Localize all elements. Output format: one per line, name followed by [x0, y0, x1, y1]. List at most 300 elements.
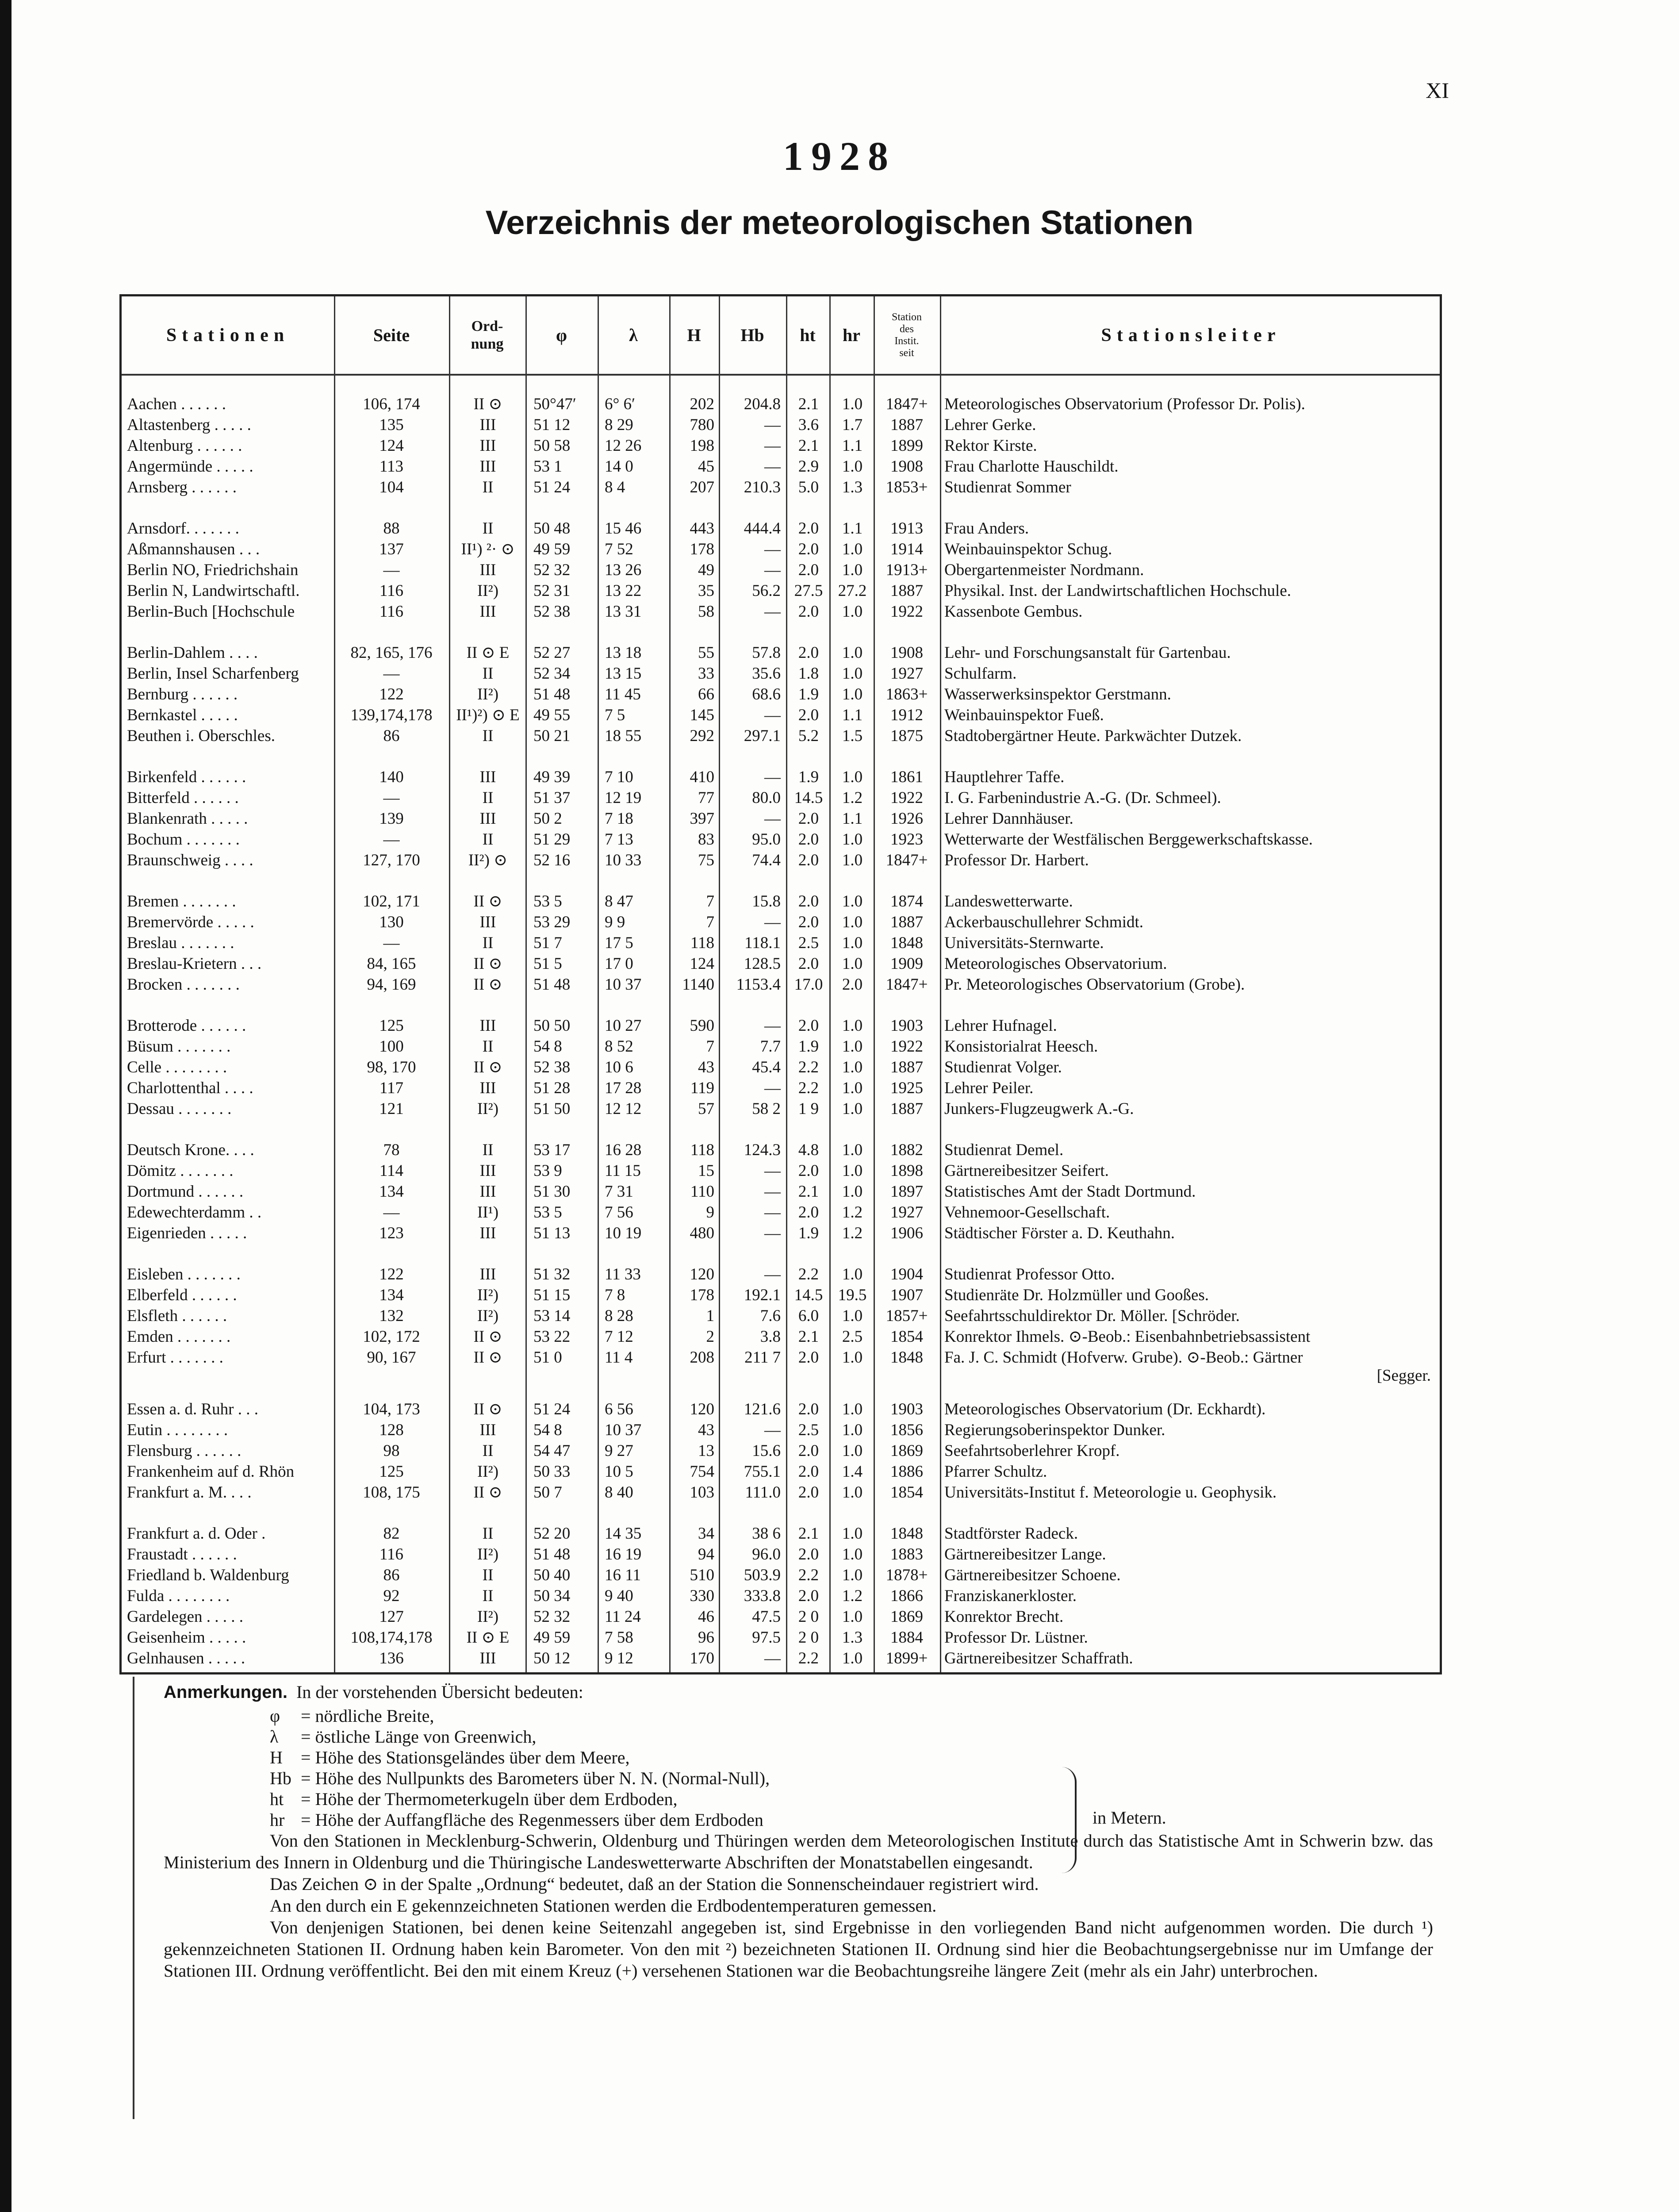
hb-cell: 1153.4 [736, 975, 781, 994]
latitude-cell: 52 32 [533, 1608, 571, 1626]
group-spacer [122, 622, 1440, 642]
station-name: Eutin . . . . . . . . [127, 1421, 228, 1439]
header-seit-line4: seit [899, 347, 914, 359]
seite-cell: 127 [379, 1608, 404, 1626]
seite-cell: 122 [379, 685, 404, 703]
hr-cell: 1.7 [842, 416, 863, 434]
longitude-cell: 11 15 [605, 1162, 641, 1180]
longitude-cell: 9 12 [605, 1649, 633, 1667]
seit-cell: 1922 [890, 1037, 923, 1056]
group-spacer [122, 1119, 1440, 1140]
hb-cell: 121.6 [744, 1400, 781, 1418]
seit-cell: 1847+ [886, 395, 928, 413]
h-cell: 33 [698, 664, 714, 683]
ordnung-cell: III [479, 913, 496, 931]
longitude-cell: 13 22 [605, 582, 642, 600]
hb-cell: — [764, 706, 781, 724]
ht-cell: 2.5 [798, 1421, 819, 1439]
legend-item [270, 1809, 1433, 1830]
ordnung-cell: II ⊙ E [466, 644, 510, 662]
hr-cell: 1.0 [842, 851, 863, 869]
seit-cell: 1854 [890, 1328, 923, 1346]
note-paragraph: Das Zeichen ⊙ in der Spalte „Ordnung“ bedeutet, daß an der Station die Sonnenscheindauer registriert wird. [270, 1874, 1039, 1894]
latitude-cell: 51 13 [533, 1224, 571, 1242]
leiter-cell: Studienräte Dr. Holzmüller und Gooßes. [944, 1286, 1209, 1304]
ordnung-cell: III [479, 810, 496, 828]
header-divider [122, 374, 1440, 376]
page-title: Verzeichnis der meteorologischen Stationen [485, 204, 1194, 242]
table-row [122, 787, 1440, 808]
hr-cell: 1.2 [842, 789, 863, 807]
seit-cell: 1863+ [886, 685, 928, 703]
seit-cell: 1923 [890, 830, 923, 849]
ht-cell: 14.5 [794, 789, 823, 807]
station-name: Birkenfeld . . . . . . [127, 768, 246, 786]
latitude-cell: 51 37 [533, 789, 571, 807]
ordnung-cell: II²) [477, 1286, 499, 1304]
ht-cell: 2.0 [798, 913, 819, 931]
latitude-cell: 52 31 [533, 582, 571, 600]
ht-cell: 2.0 [798, 892, 819, 910]
header-hb: Hb [740, 325, 764, 345]
hb-cell: — [764, 768, 781, 786]
hr-cell: 1.0 [842, 603, 863, 621]
ordnung-cell: II [482, 478, 494, 496]
h-cell: 510 [690, 1566, 714, 1584]
station-name: Emden . . . . . . . [127, 1328, 231, 1346]
hb-cell: 35.6 [752, 664, 781, 683]
ordnung-cell: II [482, 1525, 494, 1543]
hb-cell: — [764, 1079, 781, 1097]
hr-cell: 19.5 [838, 1286, 867, 1304]
ordnung-cell: III [479, 1421, 496, 1439]
station-name: Altenburg . . . . . . [127, 437, 242, 455]
table-row [122, 1181, 1440, 1202]
longitude-cell: 10 5 [605, 1463, 633, 1481]
ht-cell: 1.9 [798, 768, 819, 786]
hb-cell: — [764, 603, 781, 621]
seite-cell: 82, 165, 176 [350, 644, 433, 662]
leiter-cell: Ackerbauschullehrer Schmidt. [944, 913, 1144, 931]
station-name: Berlin-Buch [Hochschule [127, 603, 295, 621]
table-row [122, 726, 1440, 746]
leiter-cell: Meteorologisches Observatorium (Dr. Eckhardt). [944, 1400, 1266, 1418]
table-row [122, 1057, 1440, 1078]
seit-cell: 1898 [890, 1162, 923, 1180]
table-row [122, 974, 1440, 995]
seite-cell: 125 [379, 1463, 404, 1481]
station-name: Büsum . . . . . . . [127, 1037, 231, 1056]
ht-cell: 2.1 [798, 395, 819, 413]
h-cell: 110 [690, 1183, 714, 1201]
seite-cell: 135 [379, 416, 404, 434]
longitude-cell: 8 47 [605, 892, 633, 910]
h-cell: 7 [706, 913, 714, 931]
leiter-cell: Pfarrer Schultz. [944, 1463, 1047, 1481]
seit-cell: 1908 [890, 457, 923, 476]
latitude-cell: 49 59 [533, 540, 571, 558]
h-cell: 7 [706, 892, 714, 910]
station-name: Elsfleth . . . . . . [127, 1307, 227, 1325]
leiter-cell: Professor Dr. Harbert. [944, 851, 1089, 869]
seit-cell: 1854 [890, 1483, 923, 1502]
hr-cell: 1.0 [842, 1421, 863, 1439]
seite-cell: 122 [379, 1265, 404, 1283]
hb-cell: 74.4 [752, 851, 781, 869]
longitude-cell: 13 15 [605, 664, 642, 683]
hb-cell: 7.7 [760, 1037, 781, 1056]
hb-cell: 503.9 [744, 1566, 781, 1584]
station-name: Brocken . . . . . . . [127, 975, 240, 994]
table-row [122, 415, 1440, 435]
ht-cell: 3.6 [798, 416, 819, 434]
hb-cell: — [764, 561, 781, 579]
hr-cell: 1.2 [842, 1587, 863, 1605]
table-row [122, 1627, 1440, 1648]
hb-cell: 68.6 [752, 685, 781, 703]
seit-cell: 1887 [890, 416, 923, 434]
table-row [122, 1347, 1440, 1368]
h-cell: 208 [690, 1348, 714, 1367]
latitude-cell: 51 32 [533, 1265, 571, 1283]
h-cell: 9 [706, 1203, 714, 1221]
leiter-cell: Gärtnereibesitzer Lange. [944, 1545, 1106, 1563]
longitude-cell: 9 40 [605, 1587, 633, 1605]
leiter-cell: Gärtnereibesitzer Schoene. [944, 1566, 1121, 1584]
ht-cell: 2.0 [798, 1442, 819, 1460]
table-row [122, 663, 1440, 684]
h-cell: 120 [690, 1400, 714, 1418]
hb-cell: 3.8 [760, 1328, 781, 1346]
legend-text: = Höhe der Thermometerkugeln über dem Erdboden, [301, 1789, 678, 1809]
ordnung-cell: II [482, 519, 494, 538]
longitude-cell: 10 37 [605, 1421, 642, 1439]
hb-cell: — [764, 437, 781, 455]
table-row [122, 933, 1440, 953]
leiter-cell: Konrektor Brecht. [944, 1608, 1064, 1626]
ordnung-cell: III [479, 1017, 496, 1035]
h-cell: 7 [706, 1037, 714, 1056]
legend-text: = nördliche Breite, [301, 1706, 434, 1726]
header-lambda: λ [629, 325, 638, 345]
seit-cell: 1861 [890, 768, 923, 786]
notes-section [164, 1681, 1433, 1982]
ht-cell: 2.0 [798, 561, 819, 579]
station-name: Frankenheim auf d. Rhön [127, 1463, 295, 1481]
station-name: Gardelegen . . . . . [127, 1608, 244, 1626]
legend-symbol: Hb [270, 1768, 291, 1788]
leiter-cell: Kassenbote Gembus. [944, 603, 1083, 621]
latitude-cell: 54 8 [533, 1421, 562, 1439]
ht-cell: 4.8 [798, 1141, 819, 1159]
h-cell: 119 [690, 1079, 714, 1097]
ordnung-cell: II ⊙ [473, 395, 502, 413]
scan-edge [0, 0, 12, 2212]
table-row [122, 684, 1440, 705]
leiter-cell: Fa. J. C. Schmidt (Hofverw. Grube). ⊙-Beob.: Gärtner [944, 1348, 1303, 1367]
ordnung-cell: III [479, 457, 496, 476]
latitude-cell: 52 34 [533, 664, 571, 683]
leiter-cell: Konrektor Ihmels. ⊙-Beob.: Eisenbahnbetriebsassistent [944, 1328, 1311, 1346]
legend-brace [1062, 1767, 1077, 1873]
hr-cell: 1.0 [842, 561, 863, 579]
hb-cell: 192.1 [744, 1286, 781, 1304]
hr-cell: 1.0 [842, 395, 863, 413]
station-name: Essen a. d. Ruhr . . . [127, 1400, 258, 1418]
ht-cell: 2.0 [798, 644, 819, 662]
leiter-cell: Weinbauinspektor Schug. [944, 540, 1112, 558]
leiter-cell: Wasserwerksinspektor Gerstmann. [944, 685, 1171, 703]
seite-cell: 113 [379, 457, 404, 476]
hb-cell: 38 6 [752, 1525, 781, 1543]
ordnung-cell: III [479, 768, 496, 786]
ordnung-cell: III [479, 1162, 496, 1180]
ordnung-cell: II [482, 1566, 494, 1584]
longitude-cell: 17 0 [605, 955, 633, 973]
hr-cell: 1.3 [842, 478, 863, 496]
hr-cell: 2.5 [842, 1328, 863, 1346]
hb-cell: — [764, 1017, 781, 1035]
leiter-cell: I. G. Farbenindustrie A.-G. (Dr. Schmeel). [944, 789, 1221, 807]
h-cell: 34 [698, 1525, 714, 1543]
seite-cell: 137 [379, 540, 404, 558]
leiter-cell: Franziskanerkloster. [944, 1587, 1077, 1605]
longitude-cell: 7 18 [605, 810, 633, 828]
seit-cell: 1887 [890, 1100, 923, 1118]
ordnung-cell: II [482, 934, 494, 952]
ht-cell: 2.0 [798, 1017, 819, 1035]
ht-cell: 1.8 [798, 664, 819, 683]
latitude-cell: 50 12 [533, 1649, 571, 1667]
ht-cell: 2.0 [798, 1162, 819, 1180]
header-ordnung [449, 296, 525, 374]
legend-text: = Höhe der Auffangfläche des Regenmessers über dem Erdboden [301, 1810, 763, 1830]
table-row [122, 1544, 1440, 1565]
ordnung-cell: II [482, 830, 494, 849]
ht-cell: 2.0 [798, 810, 819, 828]
leiter-cell: Konsistorialrat Heesch. [944, 1037, 1098, 1056]
seit-cell: 1875 [890, 727, 923, 745]
seite-cell: 121 [379, 1100, 404, 1118]
hb-cell: 210.3 [744, 478, 781, 496]
longitude-cell: 10 33 [605, 851, 642, 869]
station-name: Blankenrath . . . . . [127, 810, 248, 828]
ordnung-cell: III [479, 603, 496, 621]
hr-cell: 1.0 [842, 1058, 863, 1076]
seit-cell: 1927 [890, 1203, 923, 1221]
ht-cell: 2.1 [798, 437, 819, 455]
longitude-cell: 15 46 [605, 519, 642, 538]
year-heading: 1928 [783, 134, 896, 179]
table-row [122, 1482, 1440, 1503]
h-cell: 410 [690, 768, 714, 786]
longitude-cell: 8 52 [605, 1037, 633, 1056]
hr-cell: 1.0 [842, 685, 863, 703]
leiter-cell: Hauptlehrer Taffe. [944, 768, 1065, 786]
latitude-cell: 52 16 [533, 851, 571, 869]
h-cell: 2 [706, 1328, 714, 1346]
latitude-cell: 51 7 [533, 934, 562, 952]
latitude-cell: 51 48 [533, 975, 571, 994]
leiter-cell: Weinbauinspektor Fueß. [944, 706, 1104, 724]
hr-cell: 1.0 [842, 1348, 863, 1367]
hr-cell: 1.0 [842, 1162, 863, 1180]
ht-cell: 2.2 [798, 1058, 819, 1076]
seite-cell: 114 [379, 1162, 404, 1180]
longitude-cell: 11 24 [605, 1608, 641, 1626]
latitude-cell: 51 12 [533, 416, 571, 434]
ht-cell: 2.0 [798, 1463, 819, 1481]
ht-cell: 2.2 [798, 1566, 819, 1584]
seit-cell: 1856 [890, 1421, 923, 1439]
station-name: Aachen . . . . . . [127, 395, 226, 413]
ordnung-cell: II¹) [477, 1203, 499, 1221]
latitude-cell: 53 14 [533, 1307, 571, 1325]
table-row [122, 1648, 1440, 1669]
hb-cell: — [764, 1162, 781, 1180]
seit-cell: 1904 [890, 1265, 923, 1283]
seit-cell: 1874 [890, 892, 923, 910]
ht-cell: 2.1 [798, 1328, 819, 1346]
longitude-cell: 14 0 [605, 457, 633, 476]
station-name: Bochum . . . . . . . [127, 830, 240, 849]
table-row [122, 850, 1440, 871]
ht-cell: 2.0 [798, 706, 819, 724]
longitude-cell: 14 35 [605, 1525, 642, 1543]
latitude-cell: 51 50 [533, 1100, 571, 1118]
leiter-cell: Rektor Kirste. [944, 437, 1037, 455]
longitude-cell: 6° 6′ [605, 395, 636, 413]
h-cell: 15 [698, 1162, 714, 1180]
longitude-cell: 17 5 [605, 934, 633, 952]
legend-symbol: ht [270, 1789, 284, 1809]
hr-cell: 1.0 [842, 1265, 863, 1283]
longitude-cell: 7 10 [605, 768, 633, 786]
latitude-cell: 53 9 [533, 1162, 562, 1180]
h-cell: 55 [698, 644, 714, 662]
ht-cell: 2.0 [798, 1203, 819, 1221]
seit-cell: 1907 [890, 1286, 923, 1304]
seite-cell: 78 [383, 1141, 400, 1159]
seit-cell: 1857+ [886, 1307, 928, 1325]
ordnung-cell: III [479, 1183, 496, 1201]
group-spacer [122, 1503, 1440, 1523]
header-ordnung-line1: Ord- [471, 318, 503, 334]
station-name: Frankfurt a. d. Oder . [127, 1525, 266, 1543]
longitude-cell: 10 37 [605, 975, 642, 994]
leiter-cell: Studienrat Professor Otto. [944, 1265, 1115, 1283]
longitude-cell: 7 13 [605, 830, 633, 849]
longitude-cell: 12 12 [605, 1100, 642, 1118]
legend-item [270, 1747, 1433, 1767]
h-cell: 46 [698, 1608, 714, 1626]
ordnung-cell: II [482, 1587, 494, 1605]
hr-cell: 1.0 [842, 1525, 863, 1543]
ht-cell: 2.1 [798, 1525, 819, 1543]
longitude-cell: 8 28 [605, 1307, 633, 1325]
station-name: Celle . . . . . . . . [127, 1058, 227, 1076]
longitude-cell: 18 55 [605, 727, 642, 745]
hb-cell: 96.0 [752, 1545, 781, 1563]
ht-cell: 2.0 [798, 955, 819, 973]
seite-cell: — [383, 664, 400, 683]
hr-cell: 1.0 [842, 664, 863, 683]
hb-cell: 97.5 [752, 1628, 781, 1647]
station-name: Berlin-Dahlem . . . . [127, 644, 258, 662]
table-row [122, 1015, 1440, 1036]
latitude-cell: 51 24 [533, 1400, 571, 1418]
ht-cell: 2.2 [798, 1649, 819, 1667]
longitude-cell: 7 12 [605, 1328, 633, 1346]
table-row [122, 642, 1440, 663]
table-row [122, 891, 1440, 912]
ordnung-cell: III [479, 561, 496, 579]
longitude-cell: 11 45 [605, 685, 641, 703]
station-name: Berlin NO, Friedrichshain [127, 561, 299, 579]
station-name: Berlin, Insel Scharfenberg [127, 664, 299, 683]
seit-cell: 1848 [890, 934, 923, 952]
table-row [122, 1586, 1440, 1606]
longitude-cell: 13 18 [605, 644, 642, 662]
latitude-cell: 51 29 [533, 830, 571, 849]
longitude-cell: 13 26 [605, 561, 642, 579]
latitude-cell: 50 34 [533, 1587, 571, 1605]
latitude-cell: 53 1 [533, 457, 562, 476]
leiter-cell: Regierungsoberinspektor Dunker. [944, 1421, 1165, 1439]
station-name: Geisenheim . . . . . [127, 1628, 246, 1647]
seit-cell: 1878+ [886, 1566, 928, 1584]
longitude-cell: 7 31 [605, 1183, 633, 1201]
leiter-cell: Stadtförster Radeck. [944, 1525, 1078, 1543]
seit-cell: 1903 [890, 1400, 923, 1418]
ordnung-cell: II²) [477, 685, 499, 703]
station-name: Dömitz . . . . . . . [127, 1162, 234, 1180]
table-row [122, 1326, 1440, 1347]
h-cell: 118 [690, 1141, 714, 1159]
hr-cell: 1.0 [842, 540, 863, 558]
legend-symbol: hr [270, 1810, 285, 1830]
latitude-cell: 52 32 [533, 561, 571, 579]
leiter-cell: Frau Anders. [944, 519, 1029, 538]
ht-cell: 2.2 [798, 1265, 819, 1283]
seit-cell: 1926 [890, 810, 923, 828]
table-row [122, 580, 1440, 601]
hb-cell: 124.3 [744, 1141, 781, 1159]
table-row [122, 1285, 1440, 1306]
station-name: Breslau-Krietern . . . [127, 955, 262, 973]
hb-cell: 204.8 [744, 395, 781, 413]
h-cell: 45 [698, 457, 714, 476]
seite-cell: 106, 174 [363, 395, 420, 413]
seite-cell: 130 [379, 913, 404, 931]
hr-cell: 1.2 [842, 1224, 863, 1242]
h-cell: 1140 [682, 975, 714, 994]
h-cell: 480 [690, 1224, 714, 1242]
table-row [122, 1606, 1440, 1627]
h-cell: 77 [698, 789, 714, 807]
seite-cell: 86 [383, 727, 400, 745]
ht-cell: 5.0 [798, 478, 819, 496]
stations-table [119, 294, 1442, 1674]
group-spacer [122, 871, 1440, 891]
margin-rule [133, 1677, 134, 2119]
table-row [122, 1098, 1440, 1119]
leiter-cell: Studienrat Demel. [944, 1141, 1064, 1159]
longitude-cell: 8 29 [605, 416, 633, 434]
seite-cell: 104 [379, 478, 404, 496]
hb-cell: 45.4 [752, 1058, 781, 1076]
longitude-cell: 16 11 [605, 1566, 641, 1584]
